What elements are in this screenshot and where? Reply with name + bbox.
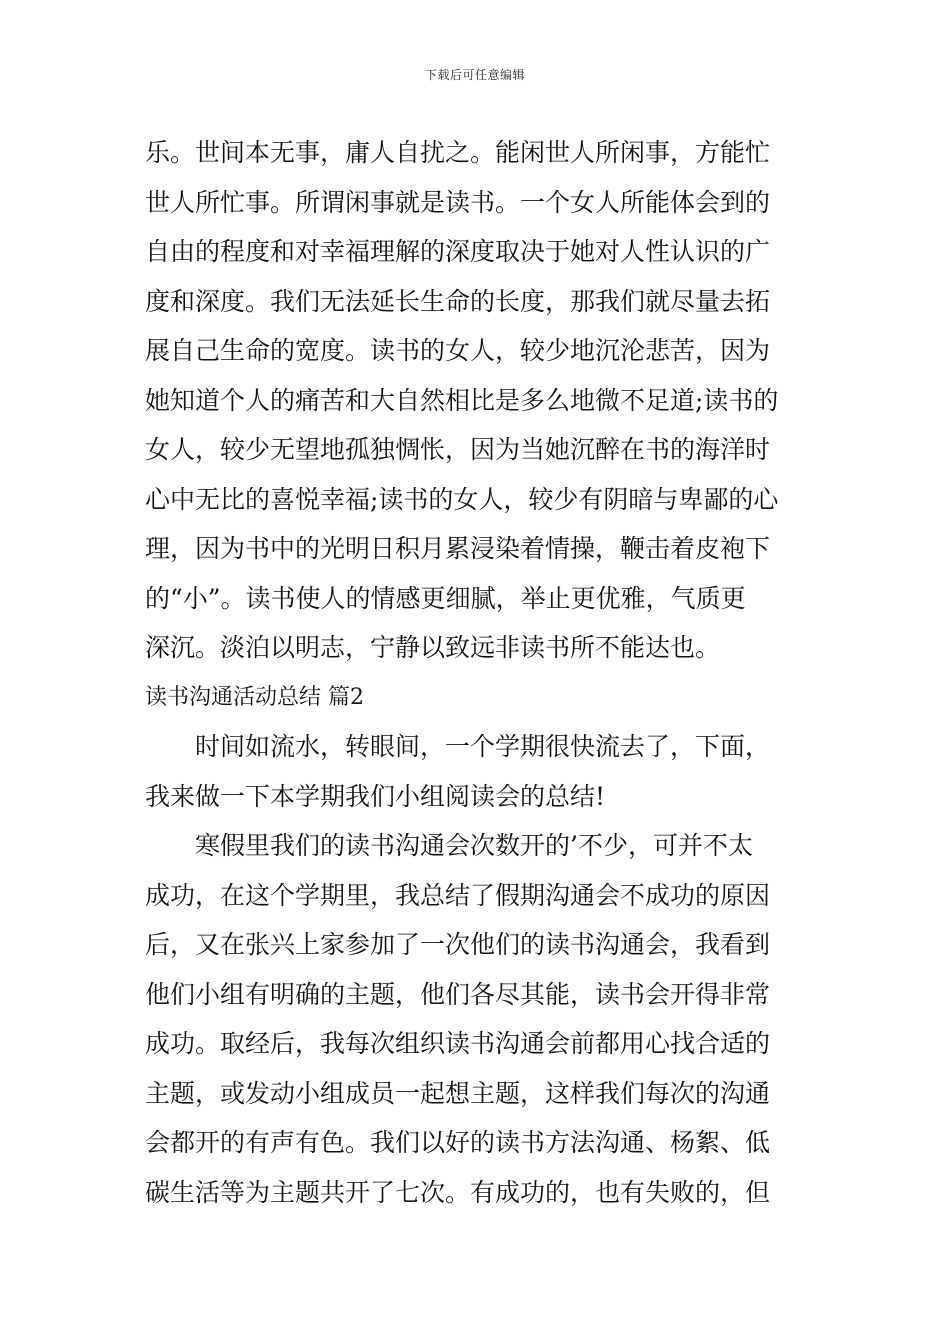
text-line: 会都开的有声有色。我们以好的读书方法沟通、杨絮、低 (145, 1128, 771, 1157)
text-line: 她知道个人的痛苦和大自然相比是多么地微不足道;读书的 (145, 385, 779, 415)
document-body (145, 128, 810, 1217)
text-line: 世人所忙事。所谓闲事就是读书。一个女人所能体会到的 (145, 187, 771, 217)
text-line: 成功。取经后，我每次组织读书沟通会前都用心找合适的 (145, 1029, 771, 1058)
text-line: 心中无比的喜悦幸福;读书的女人，较少有阴暗与卑鄙的心 (145, 484, 779, 514)
text-line: 自由的程度和对幸福理解的深度取决于她对人性认识的广 (145, 237, 771, 266)
text-line: 女人，较少无望地孤独惆怅，因为当她沉醉在书的海洋时 (145, 435, 771, 464)
text-line: 成功，在这个学期里，我总结了假期沟通会不成功的原因 (145, 880, 771, 910)
text-line: 后，又在张兴上家参加了一次他们的读书沟通会，我看到 (145, 930, 771, 959)
text-line: 主题，或发动小组成员一起想主题，这样我们每次的沟通 (145, 1078, 771, 1108)
text-line: 展自己生命的宽度。读书的女人，较少地沉沦悲苦，因为 (145, 336, 771, 365)
text-line: 碳生活等为主题共开了七次。有成功的，也有失败的，但 (145, 1177, 771, 1207)
section-heading: 读书沟通活动总结 篇2 (145, 684, 364, 710)
text-line: 深沉。淡泊以明志，宁静以致远非读书所不能达也。 (145, 633, 721, 662)
text-line: 理，因为书中的光明日积月累浸染着情操，鞭击着皮袍下 (145, 534, 771, 563)
text-line: 时间如流水，转眼间，一个学期很快流去了，下面， (195, 732, 771, 761)
text-line: 乐。世间本无事，庸人自扰之。能闲世人所闲事，方能忙 (145, 138, 771, 167)
text-line: 寒假里我们的读书沟通会次数开的’不少，可并不太 (195, 831, 753, 860)
text-line: 我来做一下本学期我们小组阅读会的总结! (145, 781, 606, 811)
text-line: 他们小组有明确的主题，他们各尽其能，读书会开得非常 (145, 979, 771, 1009)
header-note: 下载后可任意编辑 (424, 68, 525, 82)
text-line: 的“小”。读书使人的情感更细腻，举止更优雅，气质更 (145, 583, 746, 613)
text-line: 度和深度。我们无法延长生命的长度，那我们就尽量去拓 (145, 286, 771, 316)
